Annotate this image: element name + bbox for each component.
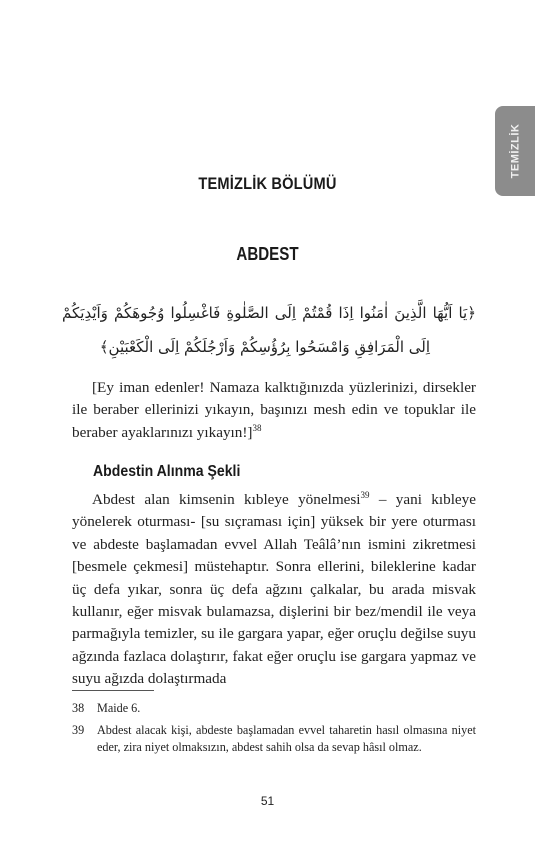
footnote-text: Abdest alacak kişi, abdeste başlamadan evvel taharetin hasıl olmasına niyet eder, zira niyet olmaksızın, abdest sahih olsa da sevap hâsıl olmaz. (97, 723, 476, 754)
verse-translation (72, 377, 476, 444)
footnote-number: 38 (72, 701, 85, 715)
footnote-number: 39 (72, 723, 85, 737)
translation-text: [Ey iman edenler! Namaza kalktığınızda yüzlerinizi, dirsekler ile beraber ellerinizi yıkayın, başınızı mesh edin ve topuklar ile beraber ayaklarınızı yıkayın!] (72, 379, 476, 441)
footnote-text: Maide 6. (97, 701, 141, 715)
footnote-divider (72, 690, 154, 691)
arabic-verse-line-2: اِلَى الْمَرَافِقِ وَامْسَحُوا بِرُؤُسِكُمْ وَاَرْجُلَكُمْ اِلَى الْكَعْبَيْنِ﴾ (99, 338, 430, 356)
footnote-ref-38: 38 (252, 422, 262, 433)
footnote-38 (72, 700, 476, 717)
side-tab-label: TEMİZLİK (509, 123, 521, 179)
footnote-ref-39: 39 (360, 489, 370, 500)
subheading: Abdestin Alınma Şekli (93, 463, 241, 480)
arabic-verse (62, 296, 476, 364)
section-title: ABDEST (236, 244, 299, 264)
section-side-tab (495, 106, 535, 196)
arabic-verse-line-1: ﴿يَا اَيُّهَا الَّذِينَ اٰمَنُوا اِذَا قُمْتُمْ اِلَى الصَّلٰوةِ فَاغْسِلُوا وُجُوهَكُمْ وَاَيْدِيَكُمْ (62, 304, 476, 322)
footnote-39 (72, 722, 476, 756)
body-text-part-2: – yani kıbleye yönelerek oturması- [su sıçraması için] yüksek bir yere oturması ve abdeste başlamadan evvel Allah Teâlâ’nın ismini zikretmesi [besmele çekmesi] müstehaptır. Sonra ellerini, bileklerine kadar üç defa yıkar, sonra üç defa ağzını çalkalar, bu arada misvak kullanır, eğer misvak bulamazsa, dişlerini bir bez/mendil ile veya parmağıyla temizler, su ile gargara yapar, eğer oruçlu değilse suyu ağzında fazlaca dolaştırır, fakat eğer oruçlu ise gargara yapmaz ve suyu ağızda dolaştırmada (72, 491, 476, 688)
body-paragraph (72, 489, 476, 691)
chapter-title: TEMİZLİK BÖLÜMÜ (198, 174, 337, 193)
body-text-part-1: Abdest alan kimsenin kıbleye yönelmesi (92, 491, 361, 508)
page-number: 51 (260, 794, 275, 808)
